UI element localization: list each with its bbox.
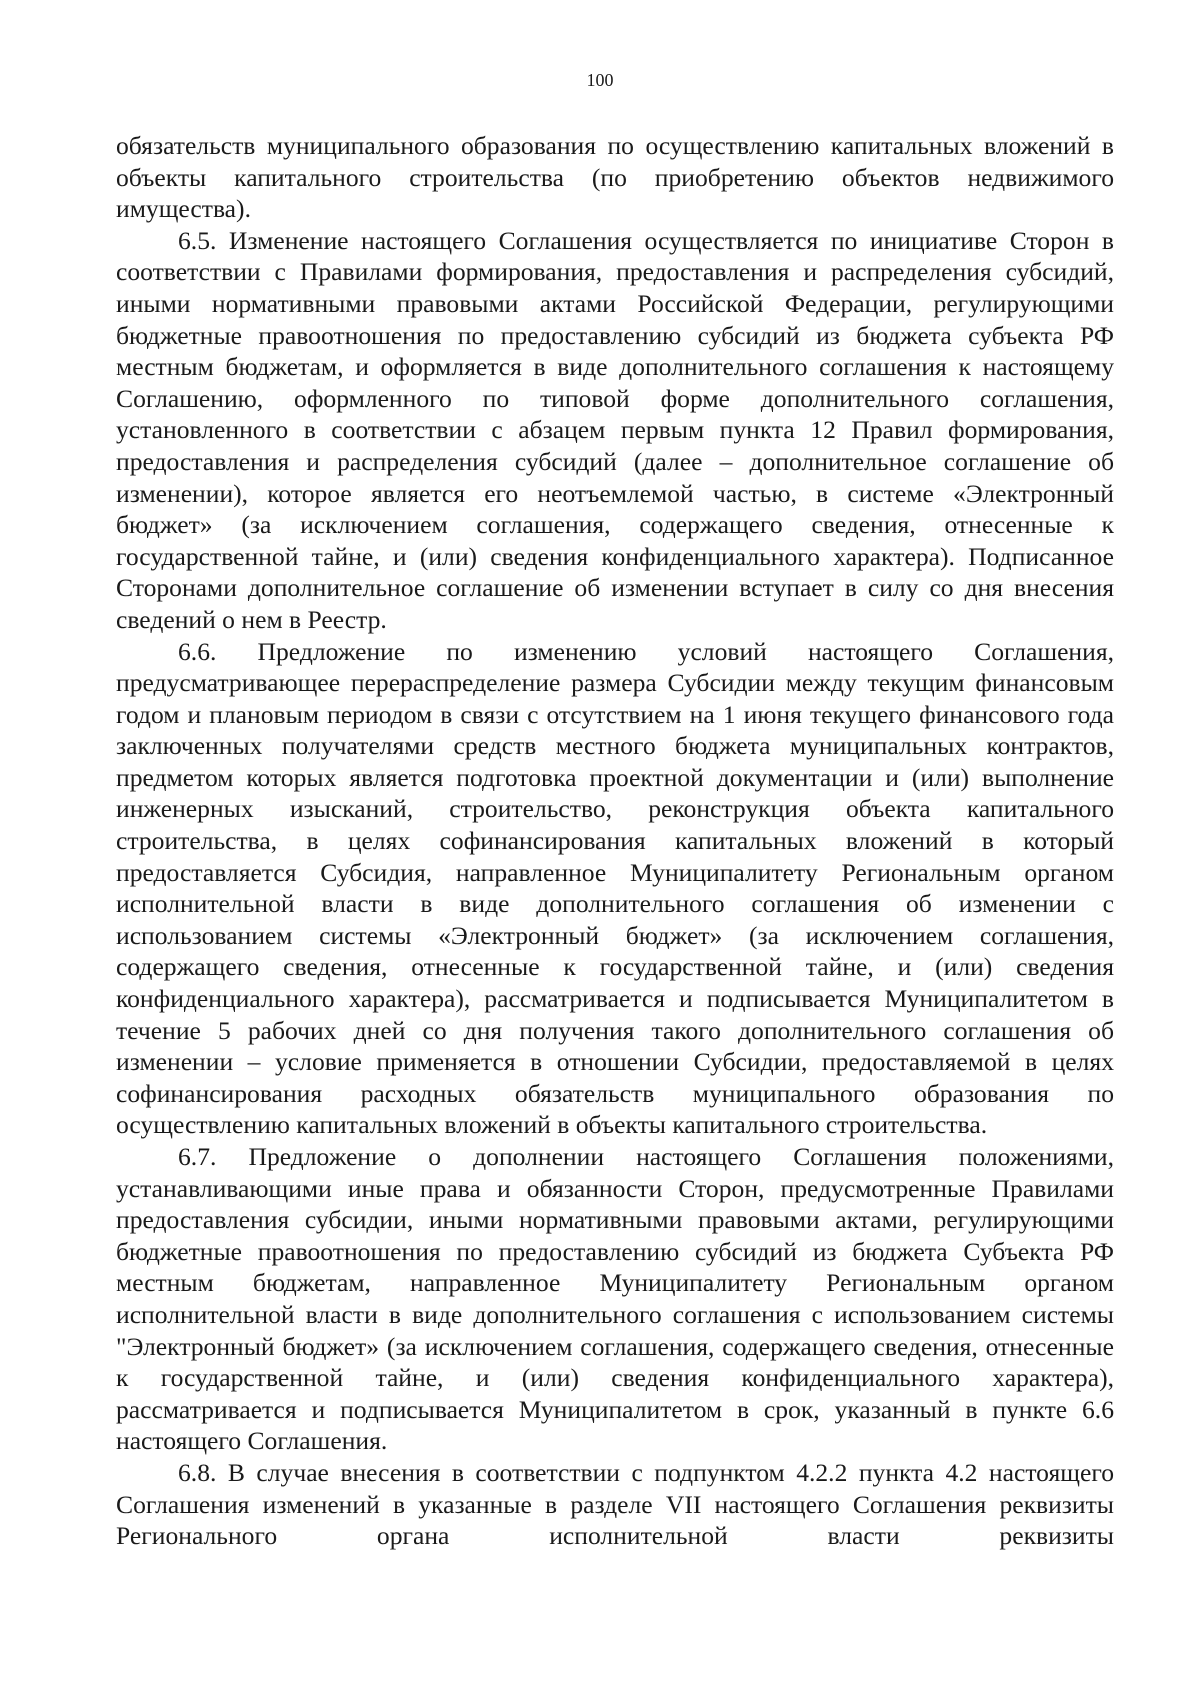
paragraph-continuation: обязательств муниципального образования по осуществлению капитальных вложений в объекты капитального строительства (по приобретению объектов недвижимого имущества). xyxy=(116,131,1114,224)
paragraph-6-7: 6.7. Предложение о дополнении настоящего Соглашения положениями, устанавливающими иные права и обязанности Сторон, предусмотренные Правилами предоставления субсидии, иными нормативными правовыми актами, регулирующими бюджетные правоотношения по предоставлению субсидий из бюджета Субъекта РФ местным бюджетам, направленное Муниципалитету Региональным органом исполнительной власти в виде дополнительного соглашения с использованием системы "Электронный бюджет» (за исключением соглашения, содержащего сведения, отнесенные к государственной тайне, и (или) сведения конфиденциального характера), рассматривается и подписывается Муниципалитетом в срок, указанный в пункте 6.6 настоящего Соглашения. xyxy=(116,1142,1114,1456)
page-number: 100 xyxy=(586,70,614,90)
document-body xyxy=(116,130,1114,1552)
paragraph-6-5: 6.5. Изменение настоящего Соглашения осуществляется по инициативе Сторон в соответствии с Правилами формирования, предоставления и распределения субсидий, иными нормативными правовыми актами Российской Федерации, регулирующими бюджетные правоотношения по предоставлению субсидий из бюджета субъекта РФ местным бюджетам, и оформляется в виде дополнительного соглашения к настоящему Соглашению, оформленного по типовой форме дополнительного соглашения, установленного в соответствии с абзацем первым пункта 12 Правил формирования, предоставления и распределения субсидий (далее – дополнительное соглашение об изменении), которое является его неотъемлемой частью, в системе «Электронный бюджет» (за исключением соглашения, содержащего сведения, отнесенные к государственной тайне, и (или) сведения конфиденциального характера). Подписанное Сторонами дополнительное соглашение об изменении вступает в силу со дня внесения сведений о нем в Реестр. xyxy=(116,225,1114,634)
paragraph-6-8: 6.8. В случае внесения в соответствии с подпунктом 4.2.2 пункта 4.2 настоящего Соглашения изменений в указанные в разделе VII настоящего Соглашения реквизиты Регионального органа исполнительной власти реквизиты xyxy=(116,1457,1114,1551)
paragraph-6-6: 6.6. Предложение по изменению условий настоящего Соглашения, предусматривающее перераспределение размера Субсидии между текущим финансовым годом и плановым периодом в связи с отсутствием на 1 июня текущего финансового года заключенных получателями средств местного бюджета муниципальных контрактов, предметом которых является подготовка проектной документации и (или) выполнение инженерных изысканий, строительство, реконструкция объекта капитального строительства, в целях софинансирования капитальных вложений в который предоставляется Субсидия, направленное Муниципалитету Региональным органом исполнительной власти в виде дополнительного соглашения об изменении с использованием системы «Электронный бюджет» (за исключением соглашения, содержащего сведения, отнесенные к государственной тайне, и (или) сведения конфиденциального характера), рассматривается и подписывается Муниципалитетом в течение 5 рабочих дней со дня получения такого дополнительного соглашения об изменении – условие применяется в отношении Субсидии, предоставляемой в целях софинансирования расходных обязательств муниципального образования по осуществлению капитальных вложений в объекты капитального строительства. xyxy=(116,636,1114,1140)
